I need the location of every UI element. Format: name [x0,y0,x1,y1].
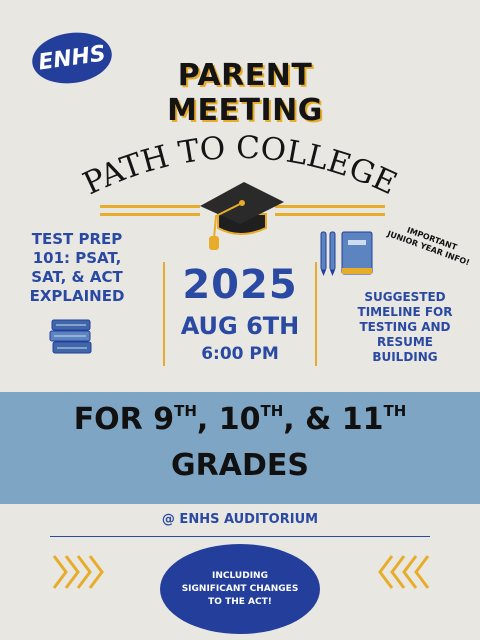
divider-vertical-left [163,262,165,366]
divider-line-right-bottom [275,213,385,216]
page-title: PARENT MEETING [167,58,323,128]
book-stack-icon [48,318,94,356]
chevron-arrows-icon [370,552,430,592]
test-prep-text: TEST PREP 101: PSAT, SAT, & ACT EXPLAINED [29,230,125,305]
chevron-arrows-icon [52,552,112,592]
subtitle-path: PATH TO COLLEGE [77,129,403,203]
event-year: 2025 [182,262,298,308]
grades-line-2: GRADES [171,448,309,483]
event-location: @ ENHS AUDITORIUM [161,512,319,527]
timeline-text: SUGGESTED TIMELINE FOR TESTING AND RESUME BUILDING [357,290,453,364]
divider-line-left-top [100,205,200,208]
divider-vertical-right [315,262,317,366]
grades-line-1: FOR 9TH, 10TH, & 11TH [73,402,407,437]
location-underline [50,536,430,537]
pens-notebook-icon [318,230,378,278]
notebook-icon [342,232,372,274]
important-note: IMPORTANT JUNIOR YEAR INFO! [386,225,471,268]
graduation-cap-icon [196,176,286,256]
event-date: AUG 6TH [180,312,300,340]
pens-icon [321,232,335,276]
event-time: 6:00 PM [201,344,279,364]
divider-line-left-bottom [100,213,200,216]
act-changes-callout [160,544,320,634]
divider-line-right-top [275,205,385,208]
callout-text: INCLUDING SIGNIFICANT CHANGES TO THE ACT! [181,570,299,607]
badge-label: ENHS [36,40,108,76]
